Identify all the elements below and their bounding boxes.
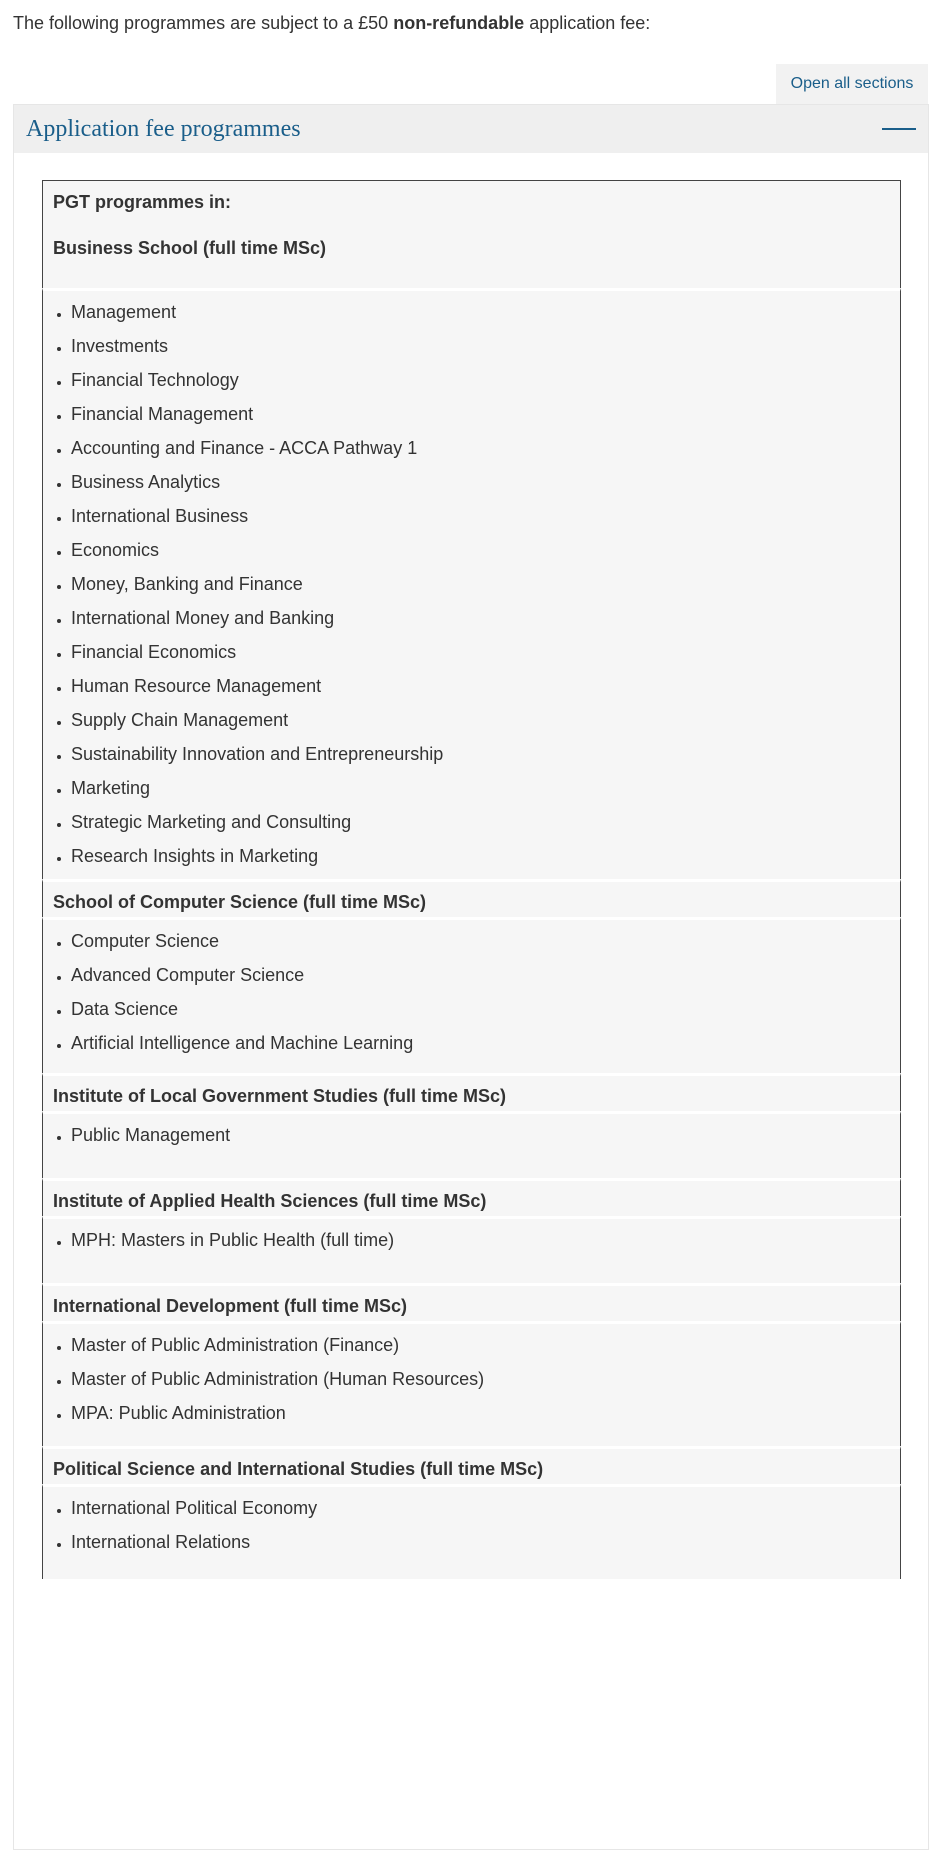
intro-prefix: The following programmes are subject to a £50 xyxy=(13,13,394,33)
list-item: • MPA: Public Administration xyxy=(71,1402,890,1424)
list-item: • Sustainability Innovation and Entrepreneurship xyxy=(71,743,890,765)
list-item: • Master of Public Administration (Finance) xyxy=(71,1334,890,1356)
table-row xyxy=(42,1073,901,1111)
accordion-header[interactable] xyxy=(14,105,928,153)
list-item: • Financial Economics xyxy=(71,641,890,663)
list-item: • Money, Banking and Finance xyxy=(71,573,890,595)
table-row xyxy=(42,1446,901,1484)
table-cell xyxy=(42,879,901,917)
list-item: • Master of Public Administration (Human Resources) xyxy=(71,1368,890,1390)
list-item: • Public Management xyxy=(71,1124,890,1146)
list-item: • International Relations xyxy=(71,1531,890,1553)
programme-list xyxy=(53,930,890,1054)
list-item: • MPH: Masters in Public Health (full time) xyxy=(71,1229,890,1251)
table-cell xyxy=(42,1446,901,1484)
list-item: • Advanced Computer Science xyxy=(71,964,890,986)
list-item: • Accounting and Finance - ACCA Pathway 1 xyxy=(71,437,890,459)
section-heading: School of Computer Science (full time MSc) xyxy=(53,892,427,912)
list-item: • International Political Economy xyxy=(71,1497,890,1519)
table-row xyxy=(42,1283,901,1321)
table-row xyxy=(42,1111,901,1178)
section-heading: Institute of Applied Health Sciences (full time MSc) xyxy=(53,1191,487,1211)
table-cell xyxy=(42,181,901,288)
minus-icon[interactable] xyxy=(882,117,916,141)
list-item: • International Money and Banking xyxy=(71,607,890,629)
list-item: • Supply Chain Management xyxy=(71,709,890,731)
table-cell xyxy=(42,1111,901,1178)
section-heading: Business School (full time MSc) xyxy=(53,238,327,258)
list-item: • Strategic Marketing and Consulting xyxy=(71,811,890,833)
programmes-table xyxy=(42,180,901,1579)
programme-list xyxy=(53,1229,890,1251)
table-cell xyxy=(42,1216,901,1283)
table-cell xyxy=(42,917,901,1073)
pgt-heading: PGT programmes in: xyxy=(53,192,232,212)
list-item: • Financial Technology xyxy=(71,369,890,391)
accordion-title: Application fee programmes xyxy=(26,115,301,142)
list-item: • Management xyxy=(71,301,890,323)
list-item: • Data Science xyxy=(71,998,890,1020)
table-row xyxy=(42,1321,901,1446)
list-item: • Computer Science xyxy=(71,930,890,952)
list-item: • Research Insights in Marketing xyxy=(71,845,890,867)
programme-list xyxy=(53,1124,890,1146)
open-all-sections-button[interactable]: Open all sections xyxy=(776,64,928,104)
section-heading: Institute of Local Government Studies (full time MSc) xyxy=(53,1086,507,1106)
table-cell xyxy=(42,288,901,879)
table-cell xyxy=(42,1178,901,1216)
table-cell xyxy=(42,1283,901,1321)
section-heading: International Development (full time MSc) xyxy=(53,1296,408,1316)
table-row xyxy=(42,1178,901,1216)
table-cell xyxy=(42,1073,901,1111)
table-row xyxy=(42,1216,901,1283)
programme-list xyxy=(53,1334,890,1424)
accordion xyxy=(13,104,929,1850)
intro-bold: non-refundable xyxy=(393,13,525,33)
section-heading: Political Science and International Studies (full time MSc) xyxy=(53,1459,544,1479)
table-cell xyxy=(42,1484,901,1579)
intro-suffix: application fee: xyxy=(524,13,651,33)
list-item: • Business Analytics xyxy=(71,471,890,493)
list-item: • International Business xyxy=(71,505,890,527)
programme-list xyxy=(53,301,890,867)
list-item: • Economics xyxy=(71,539,890,561)
table-row xyxy=(42,879,901,917)
table-cell xyxy=(42,1321,901,1446)
intro-text xyxy=(13,12,650,34)
programme-list xyxy=(53,1497,890,1553)
list-item: • Marketing xyxy=(71,777,890,799)
list-item: • Artificial Intelligence and Machine Learning xyxy=(71,1032,890,1054)
list-item: • Investments xyxy=(71,335,890,357)
table-row xyxy=(42,1484,901,1579)
table-row xyxy=(42,288,901,879)
list-item: • Financial Management xyxy=(71,403,890,425)
table-row xyxy=(42,917,901,1073)
table-row xyxy=(42,181,901,288)
list-item: • Human Resource Management xyxy=(71,675,890,697)
